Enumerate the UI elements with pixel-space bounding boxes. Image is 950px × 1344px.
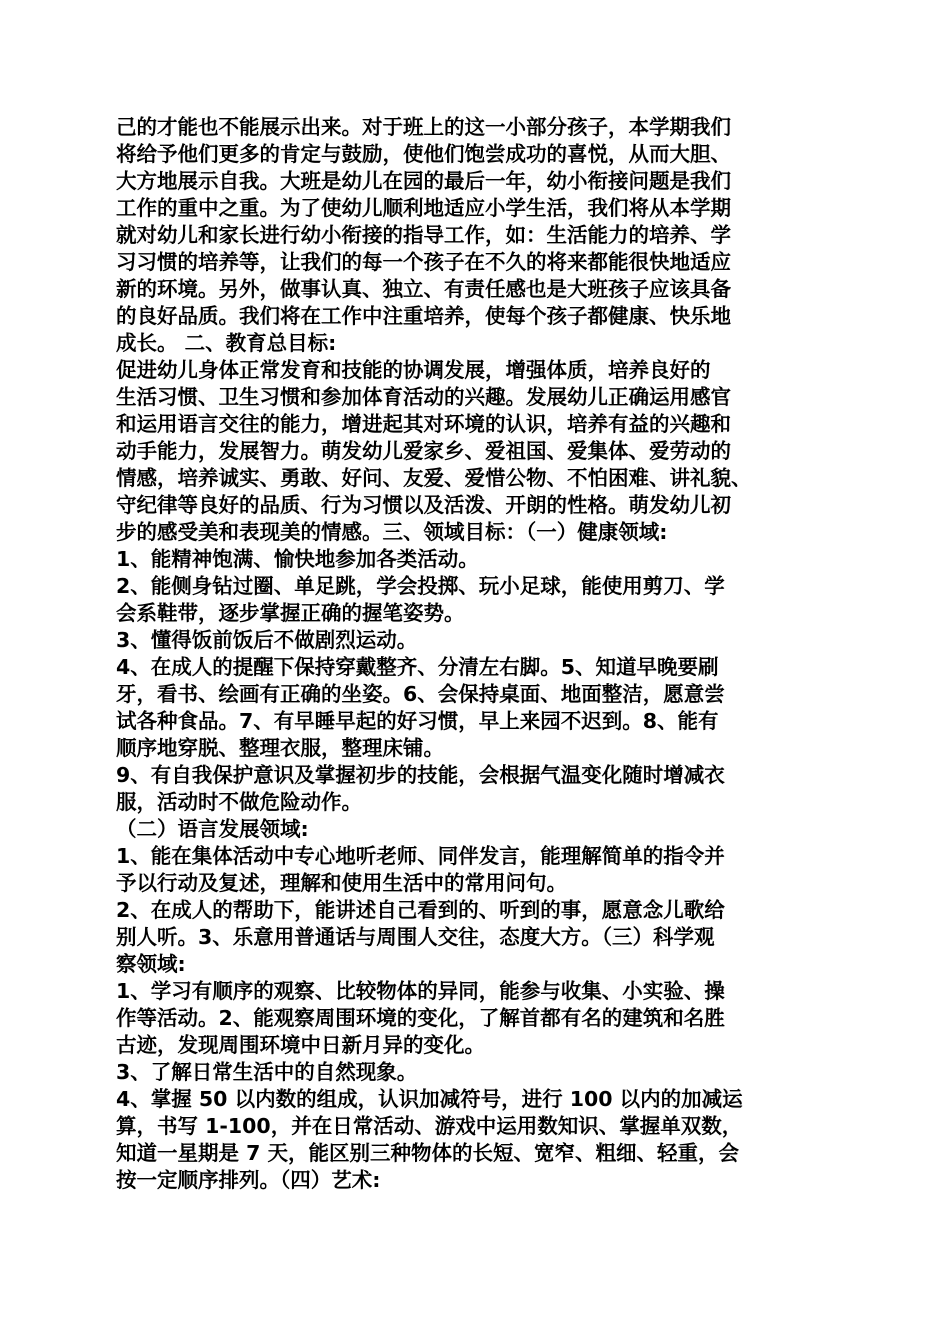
text-line: 大方地展示自我。大班是幼儿在园的最后一年，幼小衔接问题是我们 [116,169,731,193]
list-item-line: 3、懂得饭前饭后不做剧烈运动。 [116,628,418,652]
section-heading-line: （二）语言发展领域: [116,817,309,841]
text-line: 服，活动时不做危险动作。 [116,790,362,814]
text-line: 将给予他们更多的肯定与鼓励，使他们饱尝成功的喜悦，从而大胆、 [116,142,731,166]
text-line: 古迹，发现周围环境中日新月异的变化。 [116,1033,485,1057]
text-line: 察领域: [116,952,186,976]
list-item-line: 1、能精神饱满、愉快地参加各类活动。 [116,547,479,571]
text-line: 生活习惯、卫生习惯和参加体育活动的兴趣。发展幼儿正确运用感官 [116,385,731,409]
text-line: 试各种食品。7、有早睡早起的好习惯，早上来园不迟到。8、能有 [116,709,719,733]
text-line: 动手能力，发展智力。萌发幼儿爱家乡、爱祖国、爱集体、爱劳动的 [116,439,731,463]
text-line: 促进幼儿身体正常发育和技能的协调发展，增强体质，培养良好的 [116,358,711,382]
text-line: 的良好品质。我们将在工作中注重培养，使每个孩子都健康、快乐地 [116,304,731,328]
list-item-line: 3、了解日常生活中的自然现象。 [116,1060,418,1084]
text-line: 知道一星期是 7 天，能区别三种物体的长短、宽窄、粗细、轻重，会 [116,1141,740,1165]
text-line: 新的环境。另外，做事认真、独立、有责任感也是大班孩子应该具备 [116,277,731,301]
list-item-line: 1、能在集体活动中专心地听老师、同伴发言，能理解简单的指令并 [116,844,725,868]
text-line: 别人听。3、乐意用普通话与周围人交往，态度大方。（三）科学观 [116,925,715,949]
text-line: 情感，培养诚实、勇敢、好问、友爱、爱惜公物、不怕困难、讲礼貌、 [116,466,752,490]
text-line: 和运用语言交往的能力，增进起其对环境的认识，培养有益的兴趣和 [116,412,731,436]
text-line: 会系鞋带，逐步掌握正确的握笔姿势。 [116,601,465,625]
text-line: 己的才能也不能展示出来。对于班上的这一小部分孩子，本学期我们 [116,115,731,139]
section-heading-line: 成长。 二、教育总目标: [116,331,337,355]
text-line: 作等活动。2、能观察周围环境的变化，了解首都有名的建筑和名胜 [116,1006,725,1030]
list-item-line: 2、在成人的帮助下，能讲述自己看到的、听到的事，愿意念儿歌给 [116,898,725,922]
body-text [116,114,846,1194]
list-item-line: 4、在成人的提醒下保持穿戴整齐、分清左右脚。5、知道早晚要刷 [116,655,719,679]
text-line: 工作的重中之重。为了使幼儿顺利地适应小学生活，我们将从本学期 [116,196,731,220]
text-line: 算，书写 1-100，并在日常活动、游戏中运用数知识、掌握单双数， [116,1114,743,1138]
list-item-line: 9、有自我保护意识及掌握初步的技能，会根据气温变化随时增减衣 [116,763,725,787]
text-line: 守纪律等良好的品质、行为习惯以及活泼、开朗的性格。萌发幼儿初 [116,493,731,517]
text-line: 顺序地穿脱、整理衣服，整理床铺。 [116,736,444,760]
text-line: 习习惯的培养等，让我们的每一个孩子在不久的将来都能很快地适应 [116,250,731,274]
section-heading-line: 步的感受美和表现美的情感。三、领域目标：（一）健康领域: [116,520,668,544]
section-heading-line: 按一定顺序排列。（四）艺术: [116,1168,381,1192]
text-line: 牙，看书、绘画有正确的坐姿。6、会保持桌面、地面整洁，愿意尝 [116,682,725,706]
list-item-line: 4、掌握 50 以内数的组成，认识加减符号，进行 100 以内的加减运 [116,1087,743,1111]
text-line: 就对幼儿和家长进行幼小衔接的指导工作，如：生活能力的培养、学 [116,223,731,247]
list-item-line: 1、学习有顺序的观察、比较物体的异同，能参与收集、小实验、操 [116,979,725,1003]
text-line: 予以行动及复述，理解和使用生活中的常用问句。 [116,871,567,895]
list-item-line: 2、能侧身钻过圈、单足跳，学会投掷、玩小足球，能使用剪刀、学 [116,574,725,598]
